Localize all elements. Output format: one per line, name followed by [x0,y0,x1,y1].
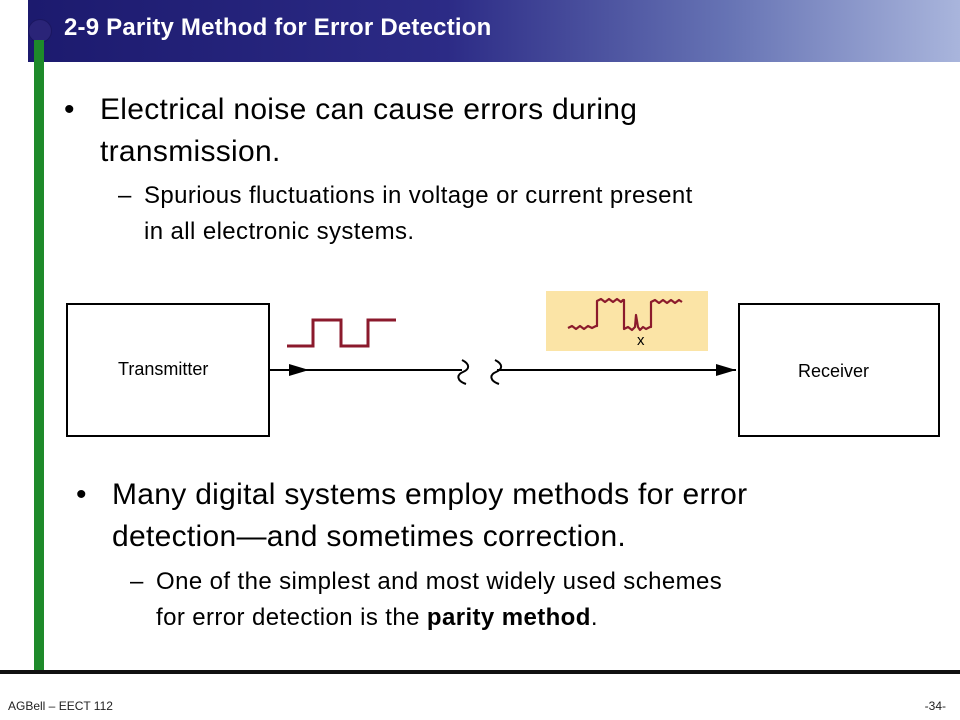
bullet-marker: • [64,93,75,126]
noisy-signal-waveform [568,299,682,330]
slide-title: 2-9 Parity Method for Error Detection [64,14,492,41]
arrowhead-left [289,364,309,376]
sub-bullet-marker: – [130,568,144,595]
transmitter-label: Transmitter [118,359,209,379]
parity-method-term: parity method [426,604,591,631]
receiver-label: Receiver [798,361,870,381]
line-suffix: . [590,604,598,631]
error-mark: x [637,332,645,349]
bullet-1-line-2: transmission. [100,135,281,168]
line-prefix: for error detection is the [156,604,427,631]
footer-divider [0,670,960,674]
clean-signal-waveform [287,320,396,346]
sub-bullet-1-line-2: in all electronic systems. [144,218,415,245]
bullet-1-line-1: Electrical noise can cause errors during [100,93,638,126]
sub-bullet-2-line-1: One of the simplest and most widely used schemes [156,568,723,595]
break-symbol-left [458,360,468,384]
footer-course: AGBell – EECT 112 [8,699,113,713]
break-symbol-right [491,360,501,384]
bullet-marker: • [76,478,87,511]
bullet-2 [76,474,747,558]
arrowhead-right [716,364,736,376]
sub-bullet-1-line-1: Spurious fluctuations in voltage or current present [144,182,693,209]
bullet-2-line-2: detection—and sometimes correction. [112,520,627,553]
sub-bullet-2 [130,564,722,636]
footer-page-number: -34- [924,699,946,713]
sub-bullet-2-line-2 [156,600,722,636]
sub-bullet-marker: – [118,182,132,209]
bullet-2-line-1: Many digital systems employ methods for error [112,478,748,511]
